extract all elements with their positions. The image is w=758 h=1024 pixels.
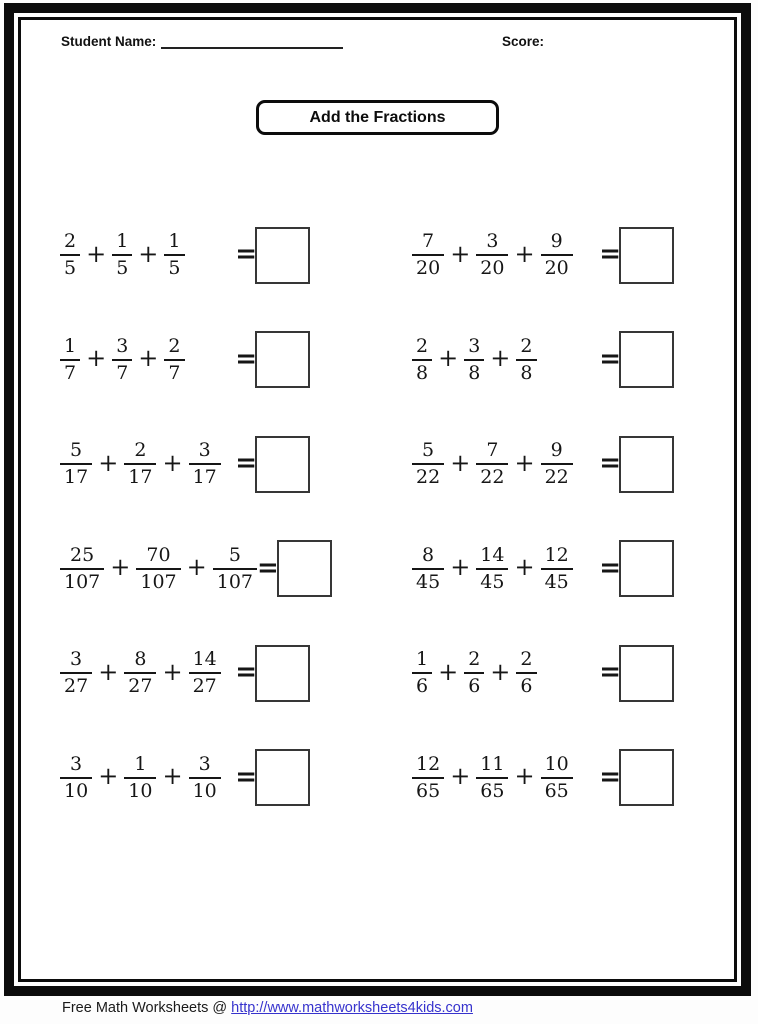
plus-sign: + — [162, 448, 183, 477]
problems-grid — [60, 203, 734, 830]
plus-sign: + — [514, 553, 535, 582]
denominator: 27 — [64, 675, 89, 698]
plus-sign: + — [110, 553, 131, 582]
numerator: 14 — [192, 648, 217, 671]
fraction — [541, 752, 573, 802]
numerator: 25 — [70, 543, 95, 566]
denominator: 5 — [116, 257, 129, 280]
fraction — [541, 441, 573, 487]
numerator: 8 — [134, 648, 147, 671]
answer-box[interactable] — [255, 436, 310, 493]
fraction — [60, 232, 80, 278]
answer-group — [599, 331, 674, 388]
plus-sign: + — [490, 657, 511, 686]
denominator: 7 — [168, 361, 181, 384]
equals-sign: = — [235, 239, 257, 270]
answer-box[interactable] — [255, 331, 310, 388]
fraction-expression — [412, 543, 573, 593]
equals-sign: = — [235, 343, 257, 374]
problem — [412, 517, 674, 622]
problem — [60, 726, 310, 831]
fraction — [516, 334, 536, 384]
fraction — [112, 334, 132, 384]
fraction — [516, 650, 536, 696]
fraction — [464, 650, 484, 696]
answer-group — [235, 645, 310, 702]
footer — [62, 1000, 473, 1016]
numerator: 2 — [416, 334, 429, 357]
worksheet-title: Add the Fractions — [309, 108, 446, 126]
denominator: 107 — [216, 570, 254, 593]
denominator: 20 — [416, 257, 441, 280]
plus-sign: + — [438, 657, 459, 686]
numerator: 5 — [228, 543, 241, 566]
fraction — [464, 334, 484, 384]
plus-sign: + — [514, 762, 535, 791]
fraction — [60, 752, 92, 802]
denominator: 22 — [544, 466, 569, 489]
denominator: 22 — [480, 466, 505, 489]
problem — [60, 517, 310, 622]
numerator: 1 — [116, 230, 129, 253]
denominator: 6 — [468, 675, 481, 698]
page-border-frame — [4, 3, 751, 996]
numerator: 5 — [422, 439, 435, 462]
plus-sign: + — [98, 762, 119, 791]
plus-sign: + — [450, 239, 471, 268]
denominator: 107 — [140, 570, 177, 593]
footer-text: Free Math Worksheets @ — [62, 1000, 232, 1016]
numerator: 9 — [550, 230, 563, 253]
equals-sign: = — [599, 552, 621, 583]
plus-sign: + — [162, 657, 183, 686]
fraction — [412, 334, 432, 384]
fraction — [541, 232, 573, 278]
problem — [412, 726, 674, 831]
answer-box[interactable] — [619, 436, 674, 493]
fraction-expression — [60, 650, 221, 696]
answer-box[interactable] — [619, 227, 674, 284]
fraction-expression — [60, 441, 221, 487]
denominator: 10 — [128, 779, 153, 802]
denominator: 45 — [480, 570, 505, 593]
answer-box[interactable] — [619, 645, 674, 702]
numerator: 7 — [422, 230, 435, 253]
equals-sign: = — [599, 448, 621, 479]
numerator: 5 — [70, 439, 83, 462]
numerator: 1 — [416, 648, 429, 671]
denominator: 5 — [64, 257, 77, 280]
denominator: 6 — [520, 675, 533, 698]
fraction-expression — [60, 543, 257, 593]
answer-box[interactable] — [255, 645, 310, 702]
answer-group — [235, 436, 310, 493]
fraction — [476, 543, 508, 593]
problem — [60, 308, 310, 413]
answer-box[interactable] — [619, 540, 674, 597]
numerator: 8 — [422, 543, 435, 566]
student-name-label: Student Name: — [61, 34, 157, 49]
numerator: 12 — [416, 752, 441, 775]
fraction — [213, 543, 257, 593]
plus-sign: + — [86, 239, 107, 268]
fraction — [189, 752, 221, 802]
fraction-expression — [60, 232, 185, 278]
equals-sign: = — [599, 239, 621, 270]
page-border-inner — [18, 17, 737, 982]
problem — [412, 412, 674, 517]
fraction — [412, 752, 444, 802]
fraction — [189, 441, 221, 487]
numerator: 3 — [70, 648, 83, 671]
denominator: 107 — [64, 570, 101, 593]
plus-sign: + — [162, 762, 183, 791]
problem — [60, 412, 310, 517]
denominator: 8 — [520, 361, 533, 384]
problem — [60, 621, 310, 726]
fraction — [60, 543, 104, 593]
answer-group — [235, 331, 310, 388]
answer-box[interactable] — [255, 227, 310, 284]
footer-link[interactable]: http://www.mathworksheets4kids.com — [231, 1000, 473, 1016]
numerator: 2 — [168, 334, 181, 357]
fraction — [60, 334, 80, 384]
fraction — [412, 232, 444, 278]
score-label: Score: — [501, 34, 544, 49]
denominator: 5 — [168, 257, 181, 280]
fraction-expression — [60, 752, 221, 802]
numerator: 10 — [544, 752, 569, 775]
plus-sign: + — [514, 448, 535, 477]
answer-group — [599, 749, 674, 806]
denominator: 17 — [64, 466, 89, 489]
fraction — [164, 334, 184, 384]
plus-sign: + — [490, 344, 511, 373]
denominator: 8 — [468, 361, 481, 384]
numerator: 3 — [198, 439, 211, 462]
equals-sign: = — [257, 552, 279, 583]
equals-sign: = — [599, 657, 621, 688]
denominator: 7 — [64, 361, 77, 384]
denominator: 7 — [116, 361, 129, 384]
fraction — [164, 232, 184, 278]
plus-sign: + — [98, 448, 119, 477]
plus-sign: + — [450, 553, 471, 582]
plus-sign: + — [138, 344, 159, 373]
student-name-blank[interactable] — [161, 34, 343, 49]
plus-sign: + — [186, 553, 207, 582]
plus-sign: + — [86, 344, 107, 373]
denominator: 8 — [416, 361, 429, 384]
equals-sign: = — [235, 448, 257, 479]
denominator: 20 — [480, 257, 505, 280]
answer-box[interactable] — [619, 331, 674, 388]
denominator: 22 — [416, 466, 441, 489]
fraction-expression — [60, 334, 185, 384]
denominator: 27 — [192, 675, 217, 698]
numerator: 3 — [70, 752, 83, 775]
answer-group — [257, 540, 332, 597]
fraction — [476, 752, 508, 802]
denominator: 65 — [480, 779, 505, 802]
denominator: 6 — [416, 675, 429, 698]
answer-group — [599, 436, 674, 493]
fraction — [60, 650, 92, 696]
plus-sign: + — [98, 657, 119, 686]
answer-group — [599, 227, 674, 284]
plus-sign: + — [438, 344, 459, 373]
answer-box[interactable] — [255, 749, 310, 806]
answer-box[interactable] — [277, 540, 332, 597]
answer-group — [235, 749, 310, 806]
denominator: 10 — [64, 779, 89, 802]
numerator: 3 — [468, 334, 481, 357]
answer-group — [235, 227, 310, 284]
fraction-expression — [412, 441, 573, 487]
fraction — [412, 650, 432, 696]
fraction — [412, 441, 444, 487]
plus-sign: + — [450, 448, 471, 477]
fraction — [541, 543, 573, 593]
fraction — [124, 650, 156, 696]
numerator: 11 — [480, 752, 505, 775]
plus-sign: + — [450, 762, 471, 791]
answer-group — [599, 645, 674, 702]
denominator: 65 — [416, 779, 441, 802]
plus-sign: + — [514, 239, 535, 268]
denominator: 17 — [192, 466, 217, 489]
numerator: 3 — [116, 334, 129, 357]
numerator: 9 — [550, 439, 563, 462]
equals-sign: = — [599, 761, 621, 792]
denominator: 65 — [544, 779, 569, 802]
worksheet-title-box — [256, 100, 499, 135]
numerator: 1 — [134, 752, 147, 775]
denominator: 17 — [128, 466, 153, 489]
fraction — [476, 441, 508, 487]
numerator: 2 — [520, 648, 533, 671]
fraction-expression — [412, 650, 537, 696]
problem — [412, 621, 674, 726]
header — [61, 34, 734, 49]
problem — [412, 203, 674, 308]
fraction-expression — [412, 232, 573, 278]
fraction — [412, 543, 444, 593]
problem — [412, 308, 674, 413]
numerator: 3 — [198, 752, 211, 775]
fraction — [124, 752, 156, 802]
fraction — [136, 543, 180, 593]
numerator: 1 — [64, 334, 77, 357]
denominator: 10 — [192, 779, 217, 802]
numerator: 2 — [520, 334, 533, 357]
answer-box[interactable] — [619, 749, 674, 806]
numerator: 7 — [486, 439, 499, 462]
numerator: 3 — [486, 230, 499, 253]
fraction-expression — [412, 334, 537, 384]
denominator: 20 — [544, 257, 569, 280]
numerator: 12 — [544, 543, 569, 566]
equals-sign: = — [235, 657, 257, 688]
problem — [60, 203, 310, 308]
numerator: 2 — [134, 439, 147, 462]
fraction — [476, 232, 508, 278]
numerator: 70 — [146, 543, 171, 566]
numerator: 1 — [168, 230, 181, 253]
numerator: 2 — [64, 230, 77, 253]
fraction-expression — [412, 752, 573, 802]
answer-group — [599, 540, 674, 597]
fraction — [60, 441, 92, 487]
equals-sign: = — [235, 761, 257, 792]
plus-sign: + — [138, 239, 159, 268]
numerator: 2 — [468, 648, 481, 671]
fraction — [189, 650, 221, 696]
numerator: 14 — [480, 543, 505, 566]
equals-sign: = — [599, 343, 621, 374]
denominator: 45 — [416, 570, 441, 593]
fraction — [124, 441, 156, 487]
denominator: 27 — [128, 675, 153, 698]
fraction — [112, 232, 132, 278]
denominator: 45 — [544, 570, 569, 593]
